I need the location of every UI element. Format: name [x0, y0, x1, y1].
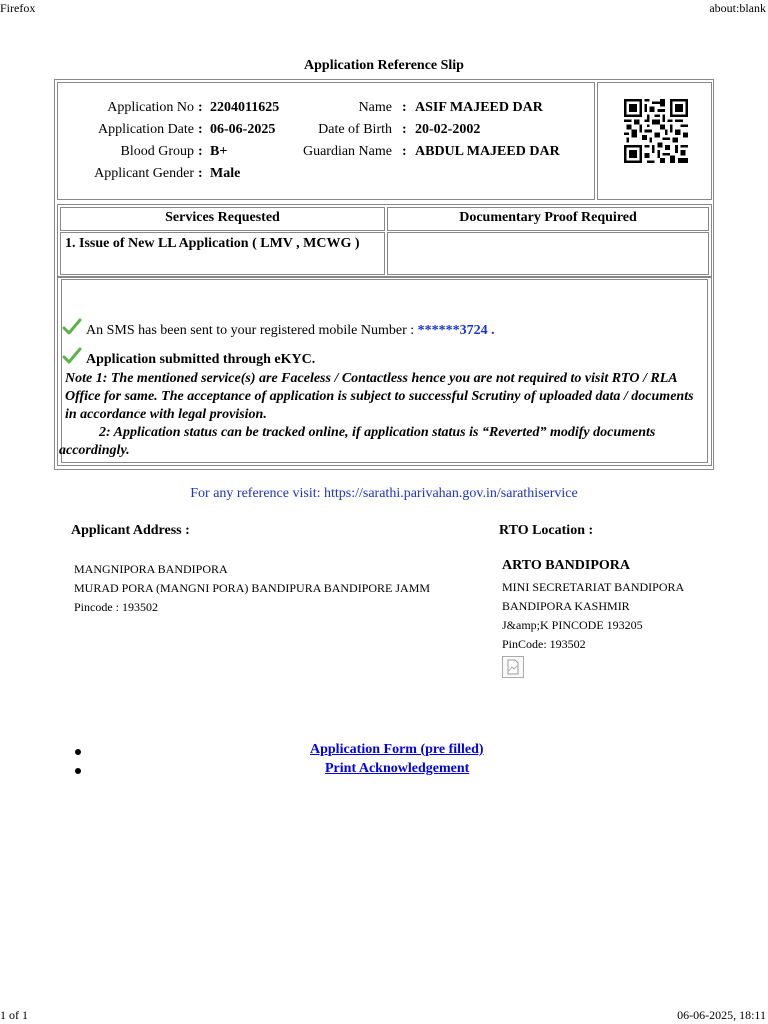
field-label: Applicant Gender — [94, 166, 194, 181]
field-value: ASIF MAJEED DAR — [415, 100, 543, 115]
table-header-proof: Documentary Proof Required — [387, 207, 709, 231]
field-value: Male — [210, 166, 241, 181]
checkmark-icon — [62, 317, 82, 337]
field-label: Application Date — [97, 122, 194, 137]
field-blood-group — [58, 142, 298, 162]
sms-notice-text: An SMS has been sent to your registered mobile Number : — [86, 323, 415, 338]
field-value: 20-02-2002 — [415, 122, 481, 137]
field-application-no — [58, 98, 298, 118]
page-title: Application Reference Slip — [304, 58, 464, 73]
rto-name: ARTO BANDIPORA — [502, 558, 630, 573]
field-value: B+ — [210, 144, 228, 159]
field-colon: : — [402, 122, 407, 137]
reference-link-text: For any reference visit: https://sarathi.parivahan.gov.in/sarathiservice — [190, 486, 578, 501]
field-colon: : — [402, 144, 407, 159]
field-value: 06-06-2025 — [210, 122, 276, 137]
print-acknowledgement-link[interactable]: Print Acknowledgement — [325, 761, 470, 776]
table-header-services: Services Requested — [60, 207, 385, 231]
field-date-of-birth — [288, 120, 588, 140]
applicant-info-panel — [57, 82, 595, 200]
rto-address-line-1: MINI SECRETARIAT BANDIPORA — [502, 580, 685, 594]
masked-mobile-number: ******3724 . — [417, 323, 495, 338]
table-cell-proof — [387, 232, 709, 275]
ekyc-notice: Application submitted through eKYC. — [86, 352, 316, 367]
field-colon: : — [198, 122, 203, 137]
field-value: 2204011625 — [210, 100, 280, 115]
field-colon: : — [198, 144, 203, 159]
field-applicant-gender — [58, 164, 298, 184]
field-colon: : — [198, 100, 203, 115]
application-form-link[interactable]: Application Form (pre filled) — [310, 742, 484, 757]
checkmark-icon — [62, 346, 82, 366]
list-bullet — [75, 768, 81, 774]
field-application-date — [58, 120, 298, 140]
field-label: Name — [358, 100, 392, 115]
field-label: Application No — [107, 100, 194, 115]
print-header-url: about:blank — [709, 1, 766, 15]
qr-code-icon — [624, 97, 688, 165]
rto-pincode: PinCode: 193502 — [502, 637, 586, 651]
print-header-app-name: Firefox — [0, 1, 36, 15]
list-bullet — [75, 749, 81, 755]
broken-image-glyph — [503, 657, 523, 677]
rto-address-line-2: BANDIPORA KASHMIR — [502, 599, 630, 613]
table-cell-service: 1. Issue of New LL Application ( LMV , MCWG ) — [60, 232, 385, 275]
address-line-1: MANGNIPORA BANDIPORA — [74, 562, 228, 576]
rto-location-heading: RTO Location : — [499, 523, 594, 538]
print-footer-timestamp: 06-06-2025, 18:11 — [677, 1008, 766, 1022]
notes-text — [59, 370, 705, 460]
qr-code-panel — [597, 82, 712, 200]
notes-panel — [57, 276, 712, 466]
field-colon: : — [402, 100, 407, 115]
field-colon: : — [198, 166, 203, 181]
field-label: Date of Birth — [318, 122, 392, 137]
field-name — [288, 98, 588, 118]
rto-address-line-3: J&amp;K PINCODE 193205 — [502, 618, 643, 632]
applicant-address-heading: Applicant Address : — [71, 523, 190, 538]
field-label: Guardian Name — [302, 144, 392, 159]
note-2: 2: Application status can be tracked online, if application status is “Reverted” modify documents accordingly. — [59, 425, 656, 458]
field-value: ABDUL MAJEED DAR — [415, 144, 560, 159]
address-line-2: MURAD PORA (MANGNI PORA) BANDIPURA BANDIPORE JAMM — [74, 581, 431, 595]
field-guardian-name — [288, 142, 588, 162]
address-pincode: Pincode : 193502 — [74, 600, 158, 614]
print-footer-page-count: 1 of 1 — [0, 1008, 28, 1022]
note-1: Note 1: The mentioned service(s) are Faceless / Contactless hence you are not required to visit RTO / RLA Office for same. The acceptance of application is subject to successful Scrutiny of uploaded data / documents in accordance with legal provision. — [65, 371, 694, 422]
services-table — [57, 204, 712, 278]
field-label: Blood Group — [120, 144, 194, 159]
sms-notice — [86, 323, 495, 339]
broken-image-icon — [502, 656, 524, 678]
